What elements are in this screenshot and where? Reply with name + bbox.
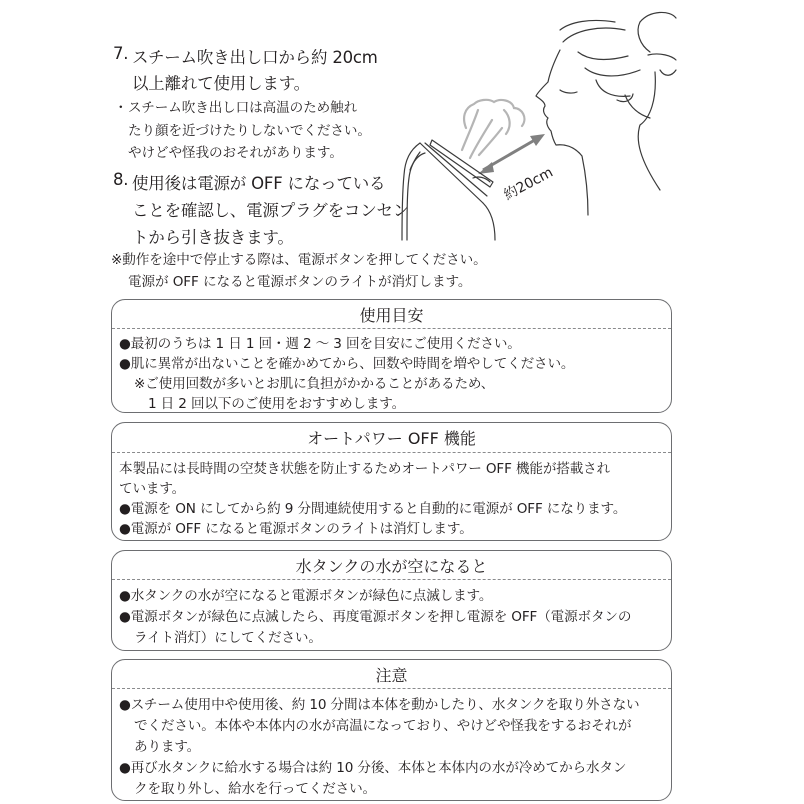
- step-8-number: 8.: [113, 170, 129, 189]
- divider: [112, 688, 671, 689]
- section-line: ●肌に異常が出ないことを確かめてから、回数や時間を増やしてください。: [119, 356, 575, 372]
- face-steamer-illustration: [395, 0, 685, 250]
- section-title: 使用目安: [359, 306, 424, 325]
- divider: [112, 579, 671, 580]
- usage-illustration: [395, 0, 685, 250]
- section-usage-guideline: [111, 299, 672, 413]
- section-water-tank-empty: [111, 550, 672, 651]
- step-8-line-3: トから引き抜きます。: [132, 228, 294, 247]
- step-7-sub-line-2: たり顔を近づけたりしないでください。: [128, 123, 371, 139]
- distance-label: 約20cm: [501, 164, 556, 204]
- step-7-sub-line-1: スチーム吹き出し口は高温のため触れ: [128, 100, 358, 116]
- step-7-line-1: スチーム吹き出し口から約 20cm: [132, 48, 378, 67]
- steam-icon: [462, 100, 524, 158]
- section-line: ●スチーム使用中や使用後、約 10 分間は本体を動かしたり、水タンクを取り外さない: [119, 697, 640, 713]
- woman-face-icon: [536, 12, 676, 215]
- steamer-icon: [402, 140, 495, 240]
- step-8-line-2: ことを確認し、電源プラグをコンセン: [132, 201, 410, 220]
- section-line: ライト消灯）にしてください。: [134, 630, 322, 646]
- section-line: ●電源を ON にしてから約 9 分間連続使用すると自動的に電源が OFF になります。: [119, 501, 627, 517]
- section-line: ●水タンクの水が空になると電源ボタンが緑色に点滅します。: [119, 588, 493, 604]
- section-title: 水タンクの水が空になると: [295, 557, 488, 576]
- section-caution: [111, 659, 672, 801]
- step-7-number: 7.: [113, 44, 129, 63]
- divider: [112, 328, 671, 329]
- divider: [112, 452, 671, 453]
- section-line: 本製品には長時間の空焚き状態を防止するためオートパワー OFF 機能が搭載され: [119, 461, 611, 477]
- section-auto-power-off: [111, 422, 672, 541]
- section-line: ●再び水タンクに給水する場合は約 10 分後、本体と本体内の水が冷めてから水タン: [119, 760, 627, 776]
- step-8-line-1: 使用後は電源が OFF になっている: [132, 174, 386, 193]
- stop-note-line-2: 電源が OFF になると電源ボタンのライトが消灯します。: [128, 274, 472, 290]
- distance-arrow-icon: [478, 134, 545, 174]
- section-line: ています。: [119, 481, 186, 497]
- stop-note-line-1: ※動作を途中で停止する際は、電源ボタンを押してください。: [111, 252, 487, 268]
- section-title: オートパワー OFF 機能: [307, 429, 476, 448]
- section-line: でください。本体や本体内の水が高温になっており、やけどや怪我をするおそれが: [134, 718, 632, 734]
- section-line: ●電源ボタンが緑色に点滅したら、再度電源ボタンを押し電源を OFF（電源ボタンの: [119, 609, 632, 625]
- section-line: クを取り外し、給水を行ってください。: [134, 781, 376, 797]
- step-7-sub-bullet: ・: [114, 100, 128, 116]
- section-line: 1 日 2 回以下のご使用をおすすめします。: [148, 396, 406, 412]
- section-line: あります。: [134, 739, 201, 755]
- section-title: 注意: [375, 666, 408, 685]
- section-line: ●最初のうちは 1 日 1 回・週 2 ～ 3 回を目安にご使用ください。: [119, 336, 521, 352]
- section-line: ※ご使用回数が多いとお肌に負担がかかることがあるため、: [134, 376, 495, 392]
- step-7-line-2: 以上離れて使用します。: [132, 74, 310, 93]
- section-line: ●電源が OFF になると電源ボタンのライトは消灯します。: [119, 521, 473, 537]
- step-7-sub-line-3: やけどや怪我のおそれがあります。: [128, 145, 343, 161]
